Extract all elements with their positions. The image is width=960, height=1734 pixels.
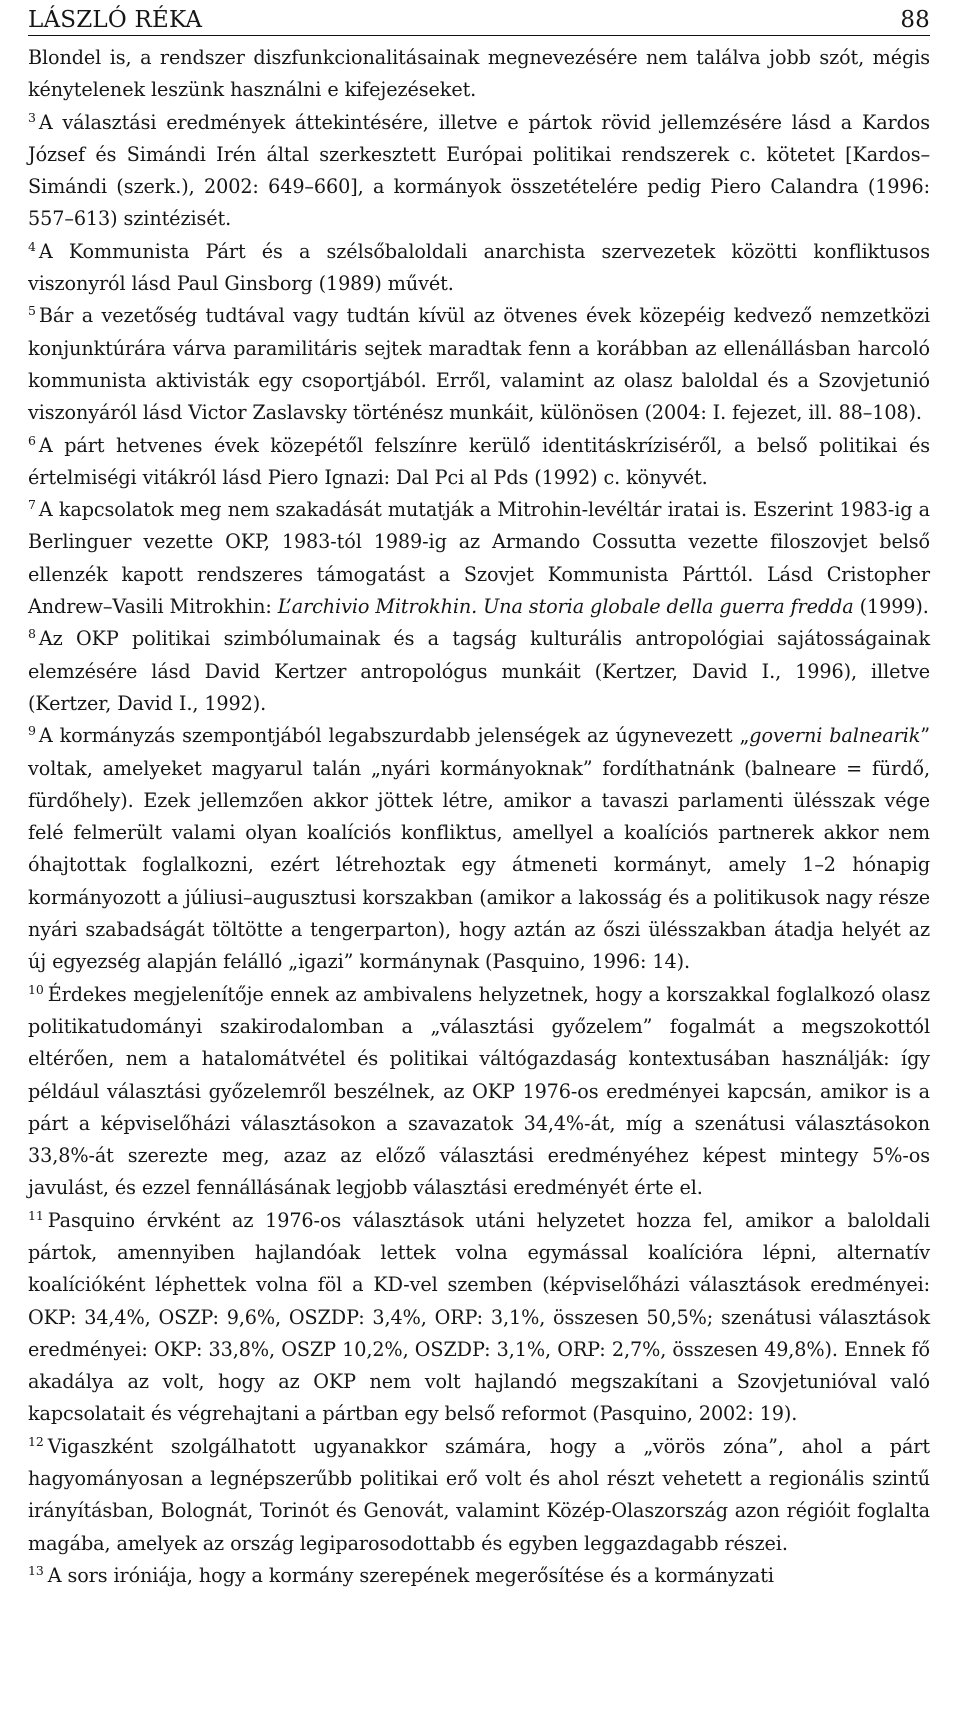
footnote: 5 Bár a vezetőség tudtával vagy tudtán kívül az ötvenes évek közepéig kedvező nemzetközi konjunktúrára várva paramilitáris sejtek maradtak fenn a korábban az ellenállásban harcoló kommunista aktivisták egy csoportjából. Erről, valamint az olasz baloldal és a Szovjetunió viszonyáról lásd Victor Zaslavsky történész munkáit, különösen (2004: I. fejezet, ill. 88–108). xyxy=(28,303,930,425)
footnote: 11 Pasquino érvként az 1976-os választások utáni helyzetet hozza fel, amikor a baloldali pártok, amennyiben hajlandóak lettek volna egymással koalícióra lépni, alternatív koalícióként léphettek volna föl a KD-vel szemben (képviselőházi választások eredményei: OKP: 34,4%, OSZP: 9,6%, OSZDP: 3,4%, ORP: 3,1%, összesen 50,5%; szenátusi választások eredményei: OKP: 33,8%, OSZP 10,2%, OSZDP: 3,1%, ORP: 2,7%, összesen 49,8%). Ennek fő akadálya az volt, hogy az OKP nem volt hajlandó megszakítani a Szovjetunióval való kapcsolatait és végrehajtani a pártban egy belső reformot (Pasquino, 2002: 19). xyxy=(28,1207,930,1426)
footnote: 6 A párt hetvenes évek közepétől felszínre kerülő identitáskríziséről, a belső politikai és értelmiségi vitákról lásd Piero Ignazi: Dal Pci al Pds (1992) c. könyvét. xyxy=(28,432,930,489)
footnote-text: A kapcsolatok meg nem szakadását mutatják a Mitrohin-levéltár iratai is. Eszerint 1983-ig a Berlinguer vezette OKP, 1983-tól 1989-ig az Armando Cossutta vezette filoszovjet belső ellenzék kapott rendszeres támogatást a Szovjet Kommunista Párttól. Lásd Cristopher Andrew–Vasili Mitrokhin: xyxy=(28,498,930,619)
footnote-text: Vigaszként szolgálhatott ugyanakkor számára, hogy a „vörös zóna”, ahol a párt hagyományosan a legnépszerűbb politikai erő volt és ahol részt vehetett a regionális szintű irányításban, Bolognát, Torinót és Genovát, valamint Közép-Olaszország azon régióit foglalta magába, amelyek az ország legiparosodottabb és egyben leggazdagabb részei. xyxy=(28,1434,930,1555)
footnote: 8 Az OKP politikai szimbólumainak és a tagság kulturális antropológiai sajátosságainak elemzésére lásd David Kertzer antropológus munkáit (Kertzer, David I., 1996), illetve (Kertzer, David I., 1992). xyxy=(28,626,930,715)
footnote-text: ” voltak, amelyeket magyarul talán „nyári kormányoknak” fordíthatnánk (balneare = fürdő, fürdőhely). Ezek jellemzően akkor jöttek létre, amikor a tavaszi parlamenti ülésszak vége felé felmerült valami olyan koalíciós konfliktus, amellyel a koalíciós partnerek akkor nem óhajtottak foglalkozni, ezért létrehoztak egy átmeneti kormányt, amely 1–2 hónapig kormányozott a júliusi–augusztusi korszakban (amikor a lakosság és a politikusok nagy része nyári szabadságát töltötte a tengerparton), hogy aztán az őszi ülésszakban átadja helyét az új egyezség alapján felálló „igazi” kormánynak (Pasquino, 1996: 14). xyxy=(28,724,930,974)
footnote-list xyxy=(28,107,930,1593)
running-head-author: LÁSZLÓ RÉKA xyxy=(28,7,203,33)
footnote-text: Pasquino érvként az 1976-os választások utáni helyzetet hozza fel, amikor a baloldali pártok, amennyiben hajlandóak lettek volna egymással koalícióra lépni, alternatív koalícióként léphettek volna föl a KD-vel szemben (képviselőházi választások eredményei: OKP: 34,4%, OSZP: 9,6%, OSZDP: 3,4%, ORP: 3,1%, összesen 50,5%; szenátusi választások eredményei: OKP: 33,8%, OSZP 10,2%, OSZDP: 3,1%, ORP: 2,7%, összesen 49,8%). Ennek fő akadálya az volt, hogy az OKP nem volt hajlandó megszakítani a Szovjetunióval való kapcsolatait és végrehajtani a pártban egy belső reformot (Pasquino, 2002: 19). xyxy=(28,1208,930,1426)
footnote: 10 Érdekes megjelenítője ennek az ambivalens helyzetnek, hogy a korszakkal foglalkozó olasz politikatudományi szakirodalomban a „választási győzelem” fogalmát a megszokottól eltérően, nem a hatalomátvétel és politikai váltógazdaság kontextusában használják: így például választási győzelemről beszélnek, az OKP 1976-os eredményei kapcsán, amikor is a párt a képviselőházi választásokon a szavazatok 34,4%-át, míg a szenátusi választásokon 33,8%-át szerezte meg, azaz az előző választási eredményéhez képest mintegy 5%-os javulást, és ezzel fennállásának legjobb választási eredményét érte el. xyxy=(28,981,930,1200)
footnote-text: Érdekes megjelenítője ennek az ambivalens helyzetnek, hogy a korszakkal foglalkozó olasz politikatudományi szakirodalomban a „választási győzelem” fogalmát a megszokottól eltérően, nem a hatalomátvétel és politikai váltógazdaság kontextusában használják: így például választási győzelemről beszélnek, az OKP 1976-os eredményei kapcsán, amikor is a párt a képviselőházi választásokon a szavazatok 34,4%-át, míg a szenátusi választásokon 33,8%-át szerezte meg, azaz az előző választási eredményéhez képest mintegy 5%-os javulást, és ezzel fennállásának legjobb választási eredményét érte el. xyxy=(28,982,930,1200)
footnote: 7 A kapcsolatok meg nem szakadását mutatják a Mitrohin-levéltár iratai is. Eszerint 1983-ig a Berlinguer vezette OKP, 1983-tól 1989-ig az Armando Cossutta vezette filoszovjet belső ellenzék kapott rendszeres támogatást a Szovjet Kommunista Párttól. Lásd Cristopher Andrew–Vasili Mitrokhin: L’archivio Mitrokhin. Una storia globale della guerra fredda (1999). xyxy=(28,497,930,619)
footnote: 13 A sors iróniája, hogy a kormány szerepének megerősítése és a kormányzati xyxy=(28,1562,774,1587)
footnote: 3 A választási eredmények áttekintésére, illetve e pártok rövid jellemzésére lásd a Kardos József és Simándi Irén által szerkesztett Európai politikai rendszerek c. kötetet [Kardos–Simándi (szerk.), 2002: 649–660], a kormányok összetételére pedig Piero Calandra (1996: 557–613) szintézisét. xyxy=(28,109,930,231)
footnote-text: Az OKP politikai szimbólumainak és a tagság kulturális antropológiai sajátosságainak elemzésére lásd David Kertzer antropológus munkáit (Kertzer, David I., 1996), illetve (Kertzer, David I., 1992). xyxy=(28,627,930,715)
running-head xyxy=(28,0,930,36)
footnote-italic-title: governi balnearik xyxy=(749,724,921,748)
footnote-text: A párt hetvenes évek közepétől felszínre kerülő identitáskríziséről, a belső politikai és értelmiségi vitákról lásd Piero Ignazi: Dal Pci al Pds (1992) c. könyvét. xyxy=(28,433,930,489)
footnote-text: A kormányzás szempontjából legabszurdabb jelenségek az úgynevezett „ xyxy=(38,724,750,748)
footnote-text: A választási eredmények áttekintésére, illetve e pártok rövid jellemzésére lásd a Kardos József és Simándi Irén által szerkesztett Európai politikai rendszerek c. kötetet [Kardos–Simándi (szerk.), 2002: 649–660], a kormányok összetételére pedig Piero Calandra (1996: 557–613) szintézisét. xyxy=(28,110,930,231)
footnote: 12 Vigaszként szolgálhatott ugyanakkor számára, hogy a „vörös zóna”, ahol a párt hagyományosan a legnépszerűbb politikai erő volt és ahol részt vehetett a regionális szintű irányításban, Bolognát, Torinót és Genovát, valamint Közép-Olaszország azon régióit foglalta magába, amelyek az ország legiparosodottabb és egyben leggazdagabb részei. xyxy=(28,1433,930,1555)
footnote-text: A Kommunista Párt és a szélsőbaloldali anarchista szervezetek közötti konfliktusos viszonyról lásd Paul Ginsborg (1989) művét. xyxy=(28,239,930,296)
page-number: 88 xyxy=(900,7,930,33)
footnote-text: Bár a vezetőség tudtával vagy tudtán kívül az ötvenes évek közepéig kedvező nemzetközi konjunktúrára várva paramilitáris sejtek maradtak fenn a korábban az ellenállásban harcoló kommunista aktivisták egy csoportjából. Erről, valamint az olasz baloldal és a Szovjetunió viszonyáról lásd Victor Zaslavsky történész munkáit, különösen (2004: I. fejezet, ill. 88–108). xyxy=(28,304,930,425)
footnote-text: A sors iróniája, hogy a kormány szerepének megerősítése és a kormányzati xyxy=(47,1563,774,1587)
footnote-italic-title: L’archivio Mitrokhin. Una storia globale della guerra fredda xyxy=(277,595,854,619)
footnote: 9 A kormányzás szempontjából legabszurdabb jelenségek az úgynevezett „governi balnearik” voltak, amelyeket magyarul talán „nyári kormányoknak” fordíthatnánk (balneare = fürdő, fürdőhely). Ezek jellemzően akkor jöttek létre, amikor a tavaszi parlamenti ülésszak vége felé felmerült valami olyan koalíciós konfliktus, amellyel a koalíciós partnerek akkor nem óhajtottak foglalkozni, ezért létrehoztak egy átmeneti kormányt, amely 1–2 hónapig kormányozott a júliusi–augusztusi korszakban (amikor a lakosság és a politikusok nagy része nyári szabadságát töltötte a tengerparton), hogy aztán az őszi ülésszakban átadja helyét az új egyezség alapján felálló „igazi” kormánynak (Pasquino, 1996: 14). xyxy=(28,723,930,974)
continuation-paragraph: Blondel is, a rendszer diszfunkcionalitásainak megnevezésére nem találva jobb szót, mégis kénytelenek leszünk használni e kifejezéseket. xyxy=(28,46,930,102)
footnote-text: (1999). xyxy=(853,595,929,619)
footnotes-body xyxy=(28,36,930,1592)
footnote: 4 A Kommunista Párt és a szélsőbaloldali anarchista szervezetek közötti konfliktusos viszonyról lásd Paul Ginsborg (1989) művét. xyxy=(28,238,930,296)
